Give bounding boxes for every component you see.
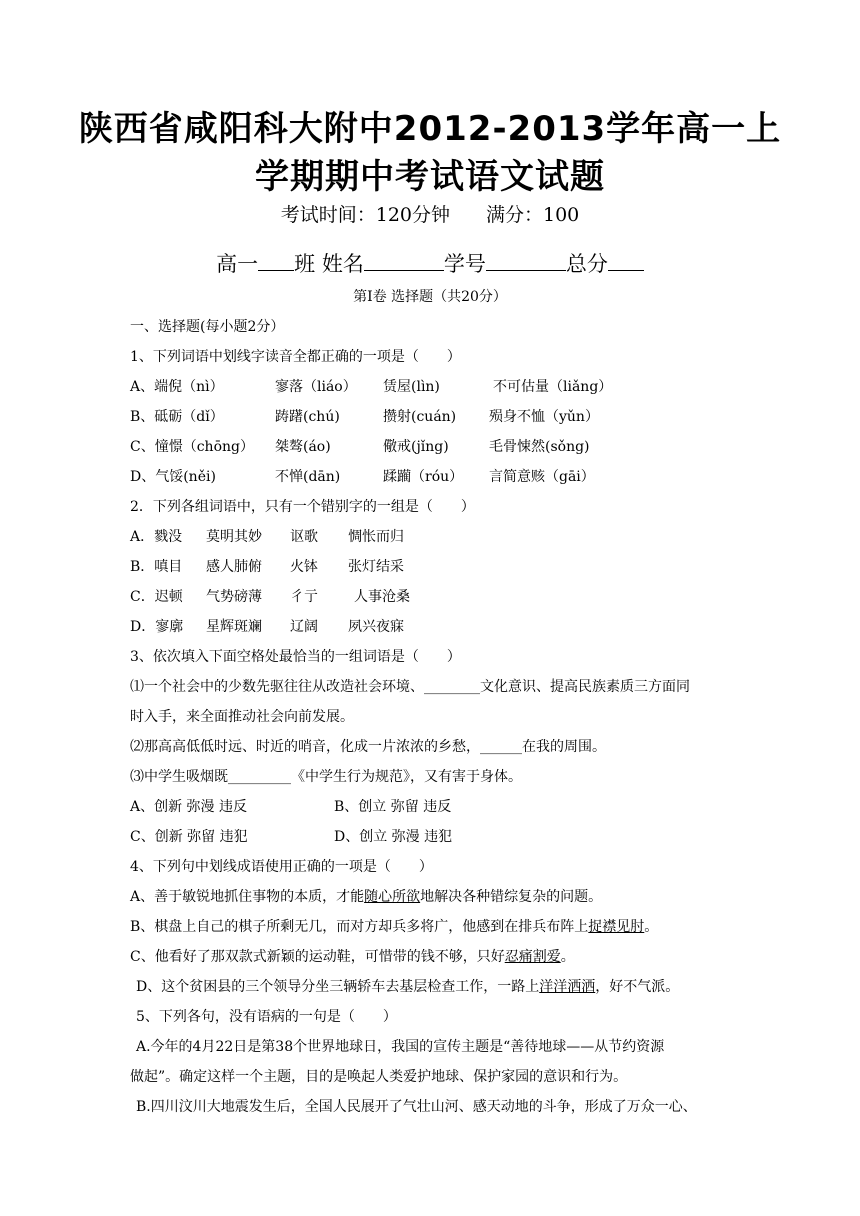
exam-title-line-1: 陕西省咸阳科大附中2012-2013学年高一上 xyxy=(78,109,782,149)
q4-option-a: A、善于敏锐地抓住事物的本质，才能随心所欲地解决各种错综复杂的问题。 xyxy=(130,889,603,905)
q1-option-a: A、端倪（nì） 寥落（liáo） 赁屋(lìn) 不可估量（liǎng） xyxy=(130,379,613,395)
grade-label: 高一 xyxy=(216,252,259,276)
q2-option-b: B．嗔目 感人肺俯 火钵 张灯结采 xyxy=(130,559,404,575)
total-blank[interactable] xyxy=(608,252,644,271)
q5-stem: 5、下列各句，没有语病的一句是（ ） xyxy=(136,1009,397,1025)
q3-sentence-1: ⑴一个社会中的少数先驱往往从改造社会环境、________文化意识、提高民族素质三方面同 xyxy=(130,679,690,695)
name-blank[interactable] xyxy=(364,252,444,271)
section-title: 第Ⅰ卷 选择题（共20分） xyxy=(353,289,507,305)
class-blank[interactable] xyxy=(258,252,294,271)
q2-option-d: D．寥廓 星辉斑斓 辽阔 夙兴夜寐 xyxy=(130,619,404,635)
exam-meta xyxy=(0,206,860,225)
q3-sentence-1-cont: 时入手，来全面推动社会向前发展。 xyxy=(130,709,354,725)
q3-options-cd: C、创新 弥留 违犯 D、创立 弥漫 违犯 xyxy=(130,829,453,845)
q1-option-c: C、憧憬（chōng） 桀骜(áo) 儆戒(jǐng) 毛骨悚然(sǒng) xyxy=(130,439,590,455)
q1-option-d: D、气馁(něi) 不惮(dān) 蹂躏（róu） 言简意赅（gāi） xyxy=(130,469,595,485)
class-label: 班 xyxy=(294,252,322,276)
q3-stem: 3、依次填入下面空格处最恰当的一组词语是（ ） xyxy=(130,649,461,665)
q3-options-ab: A、创新 弥漫 违反 B、创立 弥留 违反 xyxy=(130,799,452,815)
q4-stem: 4、下列句中划线成语使用正确的一项是（ ） xyxy=(130,859,433,875)
id-label: 学号 xyxy=(443,252,486,276)
q4-option-b: B、棋盘上自己的棋子所剩无几，而对方却兵多将广，他感到在排兵布阵上捉襟见肘。 xyxy=(130,919,659,935)
q5-option-a: A.今年的4月22日是第38个世界地球日，我国的宣传主题是“善待地球——从节约资源 xyxy=(136,1039,665,1055)
q4-option-c: C、他看好了那双款式新颖的运动鞋，可惜带的钱不够，只好忍痛割爱。 xyxy=(130,949,575,965)
q3-sentence-2: ⑵那高高低低时远、时近的哨音，化成一片浓浓的乡愁，______在我的周围。 xyxy=(130,739,606,755)
q1-stem: 1、下列词语中划线字读音全都正确的一项是（ ） xyxy=(130,349,461,365)
exam-full-score: 满分：100 xyxy=(486,204,580,226)
q3-sentence-3: ⑶中学生吸烟既_________《中学生行为规范》，又有害于身体。 xyxy=(130,769,522,785)
q2-option-c: C．迟顿 气势磅薄 彳亍 人事沧桑 xyxy=(130,589,410,605)
q5-option-b: B.四川汶川大地震发生后，全国人民展开了气壮山河、感天动地的斗争，形成了万众一心、 xyxy=(136,1099,697,1115)
q4-option-d: D、这个贫困县的三个领导分坐三辆轿车去基层检查工作，一路上洋洋洒洒，好不气派。 xyxy=(136,979,680,995)
q1-option-b: B、砥砺（dǐ） 踌躇(chú) 攒射(cuán) 殒身不恤（yǔn） xyxy=(130,409,599,425)
q5-option-a-cont: 做起”。确定这样一个主题，目的是唤起人类爱护地球、保护家园的意识和行为。 xyxy=(130,1069,628,1085)
q2-option-a: A．戮没 莫明其妙 讴歌 惆怅而归 xyxy=(130,529,404,545)
name-label: 姓名 xyxy=(321,252,364,276)
q2-stem: 2．下列各组词语中，只有一个错别字的一组是（ ） xyxy=(130,499,475,515)
student-info-line xyxy=(0,252,860,275)
total-label: 总分 xyxy=(565,252,608,276)
part-heading: 一、选择题(每小题2分） xyxy=(130,319,285,335)
exam-title-line-2: 学期期中考试语文试题 xyxy=(255,157,605,197)
exam-time: 考试时间：120分钟 xyxy=(280,204,450,226)
id-blank[interactable] xyxy=(486,252,566,271)
